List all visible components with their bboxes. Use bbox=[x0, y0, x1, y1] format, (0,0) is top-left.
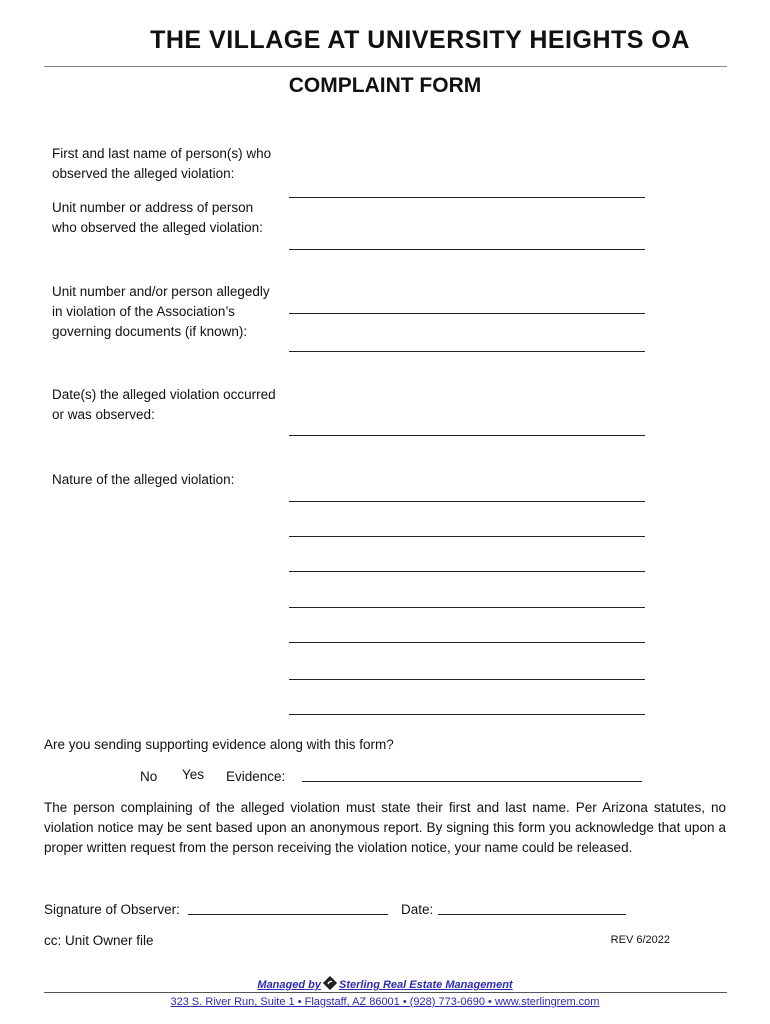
nature-field-line-4[interactable] bbox=[289, 607, 645, 608]
label-line: who observed the alleged violation: bbox=[52, 220, 263, 235]
violator-label bbox=[52, 282, 292, 342]
form-title: COMPLAINT FORM bbox=[288, 74, 482, 97]
nature-label bbox=[52, 470, 292, 490]
label-line: Nature of the alleged violation: bbox=[52, 472, 235, 487]
evidence-question: Are you sending supporting evidence along with this form? bbox=[44, 737, 394, 752]
label-line: Date(s) the alleged violation occurred bbox=[52, 387, 276, 402]
date-field[interactable] bbox=[438, 914, 626, 915]
label-line: governing documents (if known): bbox=[52, 324, 248, 339]
nature-field-line-2[interactable] bbox=[289, 536, 645, 537]
label-line: Unit number or address of person bbox=[52, 200, 254, 215]
company-address-link[interactable]: 323 S. River Run, Suite 1 • Flagstaff, AZ 86001 • (928) 773-0690 • www.sterlingrem.com bbox=[170, 996, 600, 1008]
dates-field[interactable] bbox=[289, 435, 645, 436]
date-label: Date: bbox=[401, 902, 434, 917]
footer-divider bbox=[44, 992, 727, 993]
signature-label: Signature of Observer: bbox=[44, 902, 180, 917]
association-title: THE VILLAGE AT UNIVERSITY HEIGHTS OA bbox=[150, 26, 690, 54]
label-line: or was observed: bbox=[52, 407, 155, 422]
violator-field-line-1[interactable] bbox=[289, 313, 645, 314]
dates-label bbox=[52, 385, 292, 425]
label-line: in violation of the Association’s bbox=[52, 304, 235, 319]
nature-field-line-7[interactable] bbox=[289, 714, 645, 715]
observer-unit-label bbox=[52, 198, 292, 238]
evidence-yes-option[interactable]: Yes bbox=[182, 767, 205, 782]
managed-by-line[interactable] bbox=[0, 976, 770, 991]
anonymity-notice: The person complaining of the alleged violation must state their first and last name. Per Arizona statutes, no violation notice may be sent based upon an anonymous report. By signing this form you acknowledge that upon a proper written request from the person receiving the violation notice, your name could be released. bbox=[44, 800, 726, 855]
signature-field[interactable] bbox=[188, 914, 388, 915]
observer-name-field[interactable] bbox=[289, 197, 645, 198]
cc-note: cc: Unit Owner file bbox=[44, 933, 154, 948]
evidence-field[interactable] bbox=[302, 781, 642, 782]
label-line: First and last name of person(s) who bbox=[52, 146, 272, 161]
nature-field-line-5[interactable] bbox=[289, 642, 645, 643]
header-divider bbox=[44, 66, 727, 67]
observer-unit-field[interactable] bbox=[289, 249, 645, 250]
evidence-no-option[interactable]: No bbox=[140, 769, 158, 784]
nature-field-line-3[interactable] bbox=[289, 571, 645, 572]
nature-field-line-6[interactable] bbox=[289, 679, 645, 680]
managed-by-text: Managed by bbox=[257, 979, 321, 991]
company-name: Sterling Real Estate Management bbox=[338, 979, 513, 991]
label-line: observed the alleged violation: bbox=[52, 166, 235, 181]
violator-field-line-2[interactable] bbox=[289, 351, 645, 352]
revision-label: REV 6/2022 bbox=[610, 934, 670, 946]
sterling-logo-icon bbox=[323, 976, 337, 990]
nature-field-line-1[interactable] bbox=[289, 501, 645, 502]
label-line: Unit number and/or person allegedly bbox=[52, 284, 270, 299]
evidence-label: Evidence: bbox=[226, 769, 286, 784]
observer-name-label bbox=[52, 144, 292, 184]
